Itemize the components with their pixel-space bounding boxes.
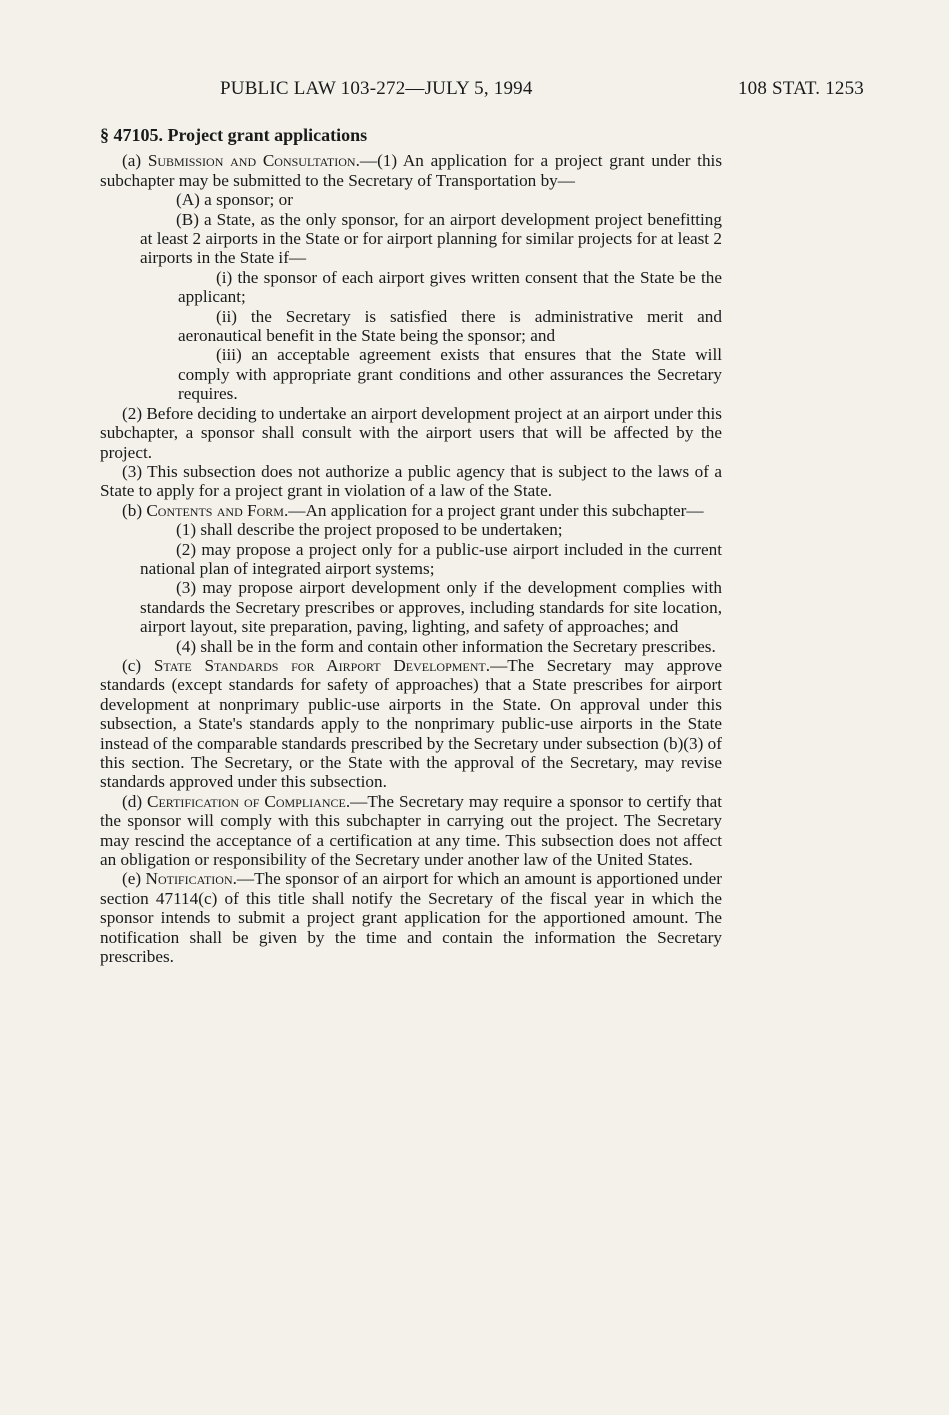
running-header (100, 78, 864, 106)
law-title: PUBLIC LAW 103-272—JULY 5, 1994 (220, 78, 533, 99)
paragraph-b3: (3) may propose airport development only if the development complies with standards the Secretary prescribes or approves, including standards for site location, airport layout, site preparation, paving, lighting, and safety of approaches; and (140, 578, 722, 637)
statute-citation: 108 STAT. 1253 (737, 78, 864, 99)
section-heading: § 47105. Project grant applications (100, 125, 368, 145)
section-body (100, 126, 722, 966)
subsection-d-title: Certification of Compliance. (147, 791, 351, 811)
paragraph-b4: (4) shall be in the form and contain other information the Secretary prescribes. (176, 636, 716, 656)
paragraph-a1B: (B) a State, as the only sponsor, for an airport development project benefitting at least 2 airports in the State or for airport planning for similar projects for at least 2 airports in the State if— (140, 209, 722, 268)
subsection-a-title: Submission and Consultation. (147, 151, 360, 171)
paragraph-b2: (2) may propose a project only for a public-use airport included in the current national plan of integrated airport systems; (140, 539, 722, 578)
clause-a1Bi: (i) the sponsor of each airport gives written consent that the State be the applicant; (178, 267, 722, 307)
paragraph-a3: (3) This subsection does not authorize a public agency that is subject to the laws of a State to apply for a project grant in violation of a law of the State. (100, 461, 722, 501)
subsection-b-title: Contents and Form. (146, 500, 289, 520)
paragraph-a2: (2) Before deciding to undertake an airport development project at an airport under this subchapter, a sponsor shall consult with the airport users that will be affected by the project. (100, 403, 722, 462)
subsection-c-title: State Standards for Airport Development. (153, 655, 491, 675)
paragraph-a1A: (A) a sponsor; or (176, 190, 293, 210)
subsection-e: (e) Notification.—The sponsor of an airport for which an amount is apportioned under section 47114(c) of this title shall notify the Secretary of the fiscal year in which the sponsor intends to submit a project grant application for the apportioned amount. The notification shall be given by the time and contain the information the Secretary prescribes. (100, 869, 722, 967)
subsection-c: (c) State Standards for Airport Development.—The Secretary may approve standards (except standards for safety of approaches) that a State prescribes for airport development at nonprimary public-use airports in the State. On approval under this subsection, a State's standards apply to the nonprimary public-use airports in the State instead of the comparable standards prescribed by the Secretary under subsection (b)(3) of this section. The Secretary, or the State with the approval of the Secretary, may revise standards approved under this subsection. (100, 655, 722, 792)
subsection-a: (a) Submission and Consultation.—(1) An application for a project grant under this subchapter may be submitted to the Secretary of Transportation by— (100, 151, 723, 190)
clause-a1Bii: (ii) the Secretary is satisfied there is administrative merit and aeronautical benefit in the State being the sponsor; and (178, 306, 722, 346)
clause-a1Biii: (iii) an acceptable agreement exists that ensures that the State will comply with appropriate grant conditions and other assurances the Secretary requires. (178, 345, 722, 404)
subsection-e-title: Notification. (145, 869, 237, 889)
subsection-d: (d) Certification of Compliance.—The Secretary may require a sponsor to certify that the sponsor will comply with this subchapter in carrying out the project. The Secretary may rescind the acceptance of a certification at any time. This subsection does not affect an obligation or responsibility of the Secretary under another law of the United States. (100, 791, 722, 870)
paragraph-b1: (1) shall describe the project proposed to be undertaken; (176, 520, 563, 540)
subsection-b: (b) Contents and Form.—An application for a project grant under this subchapter— (122, 500, 704, 520)
